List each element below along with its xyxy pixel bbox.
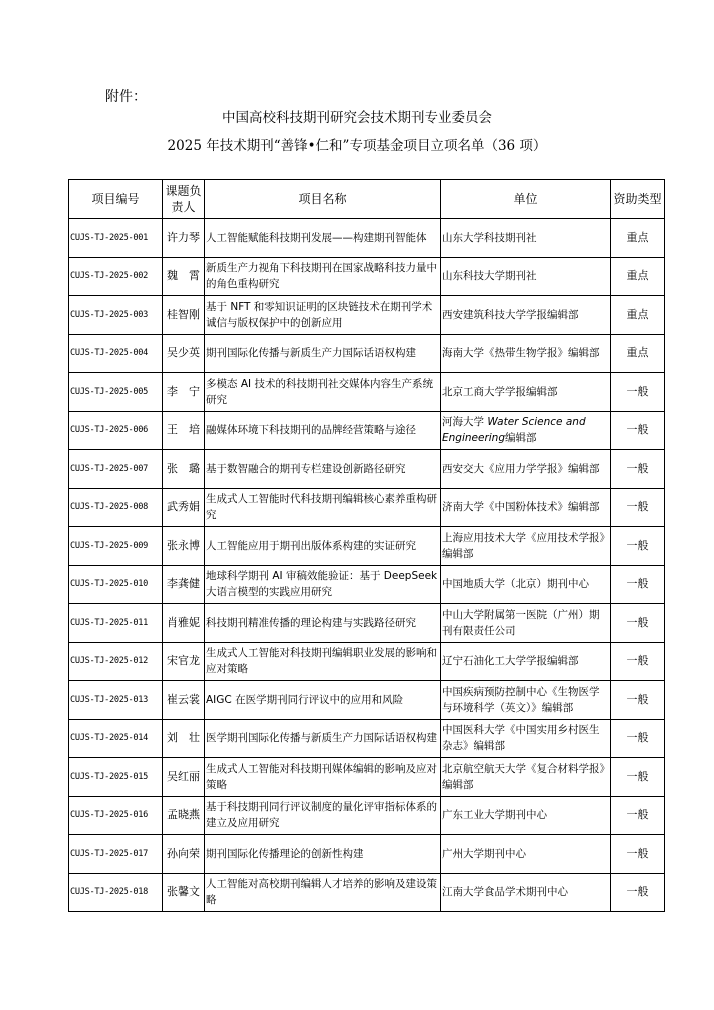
table-row	[69, 565, 665, 604]
funding-type: 一般	[611, 604, 665, 643]
project-title: 基于 NFT 和零知识证明的区块链技术在期刊学术诚信与版权保护中的创新应用	[205, 296, 441, 335]
project-code: CUJS-TJ-2025-001	[69, 219, 163, 258]
project-leader: 崔云裳	[163, 681, 205, 720]
project-leader: 魏 霄	[163, 257, 205, 296]
project-leader: 吴红丽	[163, 758, 205, 797]
project-code: CUJS-TJ-2025-011	[69, 604, 163, 643]
table-row	[69, 373, 665, 412]
unit-prefix: 河海大学	[442, 416, 488, 429]
project-title: 新质生产力视角下科技期刊在国家战略科技力量中的角色重构研究	[205, 257, 441, 296]
project-title: 人工智能赋能科技期刊发展——构建期刊智能体	[205, 219, 441, 258]
project-unit: 广东工业大学期刊中心	[441, 796, 611, 835]
project-unit: 北京航空航天大学《复合材料学报》编辑部	[441, 758, 611, 797]
project-leader: 王 培	[163, 411, 205, 450]
funding-type: 一般	[611, 719, 665, 758]
project-leader: 刘 壮	[163, 719, 205, 758]
project-unit: 西安建筑科技大学学报编辑部	[441, 296, 611, 335]
funding-type: 一般	[611, 450, 665, 489]
funding-type: 一般	[611, 642, 665, 681]
funding-type: 一般	[611, 758, 665, 797]
project-unit: 中国医科大学《中国实用乡村医生杂志》编辑部	[441, 719, 611, 758]
project-unit: 济南大学《中国粉体技术》编辑部	[441, 488, 611, 527]
funding-type: 一般	[611, 527, 665, 566]
project-unit: 辽宁石油化工大学学报编辑部	[441, 642, 611, 681]
project-code: CUJS-TJ-2025-008	[69, 488, 163, 527]
funding-type: 一般	[611, 373, 665, 412]
table-row	[69, 527, 665, 566]
header-type: 资助类型	[611, 180, 665, 219]
project-leader: 张馨文	[163, 873, 205, 912]
project-code: CUJS-TJ-2025-018	[69, 873, 163, 912]
journal-name: Water Science and Engineering	[442, 416, 586, 445]
project-unit: 山东大学科技期刊社	[441, 219, 611, 258]
table-row	[69, 796, 665, 835]
table-row	[69, 450, 665, 489]
funding-type: 一般	[611, 488, 665, 527]
project-title: 人工智能应用于期刊出版体系构建的实证研究	[205, 527, 441, 566]
project-leader: 桂智刚	[163, 296, 205, 335]
project-title: AIGC 在医学期刊同行评议中的应用和风险	[205, 681, 441, 720]
project-title: 地球科学期刊 AI 审稿效能验证：基于 DeepSeek 大语言模型的实践应用研究	[205, 565, 441, 604]
project-leader: 孙向荣	[163, 835, 205, 874]
project-leader: 李 宁	[163, 373, 205, 412]
project-title: 医学期刊国际化传播与新质生产力国际话语权构建	[205, 719, 441, 758]
table-row	[69, 604, 665, 643]
project-code: CUJS-TJ-2025-004	[69, 334, 163, 373]
project-title: 科技期刊精准传播的理论构建与实践路径研究	[205, 604, 441, 643]
table-row	[69, 873, 665, 912]
table-row	[69, 719, 665, 758]
project-unit: 广州大学期刊中心	[441, 835, 611, 874]
project-unit: 海南大学《热带生物学报》编辑部	[441, 334, 611, 373]
project-title: 生成式人工智能对科技期刊媒体编辑的影响及应对策略	[205, 758, 441, 797]
table-row	[69, 681, 665, 720]
project-code: CUJS-TJ-2025-005	[69, 373, 163, 412]
header-unit: 单位	[441, 180, 611, 219]
table-row	[69, 642, 665, 681]
project-title: 基于科技期刊同行评议制度的量化评审指标体系的建立及应用研究	[205, 796, 441, 835]
table-row	[69, 334, 665, 373]
project-title: 基于数智融合的期刊专栏建设创新路径研究	[205, 450, 441, 489]
project-list-table	[68, 179, 665, 912]
project-code: CUJS-TJ-2025-003	[69, 296, 163, 335]
funding-type: 一般	[611, 796, 665, 835]
project-title: 多模态 AI 技术的科技期刊社交媒体内容生产系统研究	[205, 373, 441, 412]
header-code: 项目编号	[69, 180, 163, 219]
project-leader: 宋官龙	[163, 642, 205, 681]
project-title: 生成式人工智能时代科技期刊编辑核心素养重构研究	[205, 488, 441, 527]
funding-type: 重点	[611, 334, 665, 373]
project-unit: 中山大学附属第一医院（广州）期刊有限责任公司	[441, 604, 611, 643]
table-row	[69, 296, 665, 335]
funding-type: 重点	[611, 219, 665, 258]
table-row	[69, 257, 665, 296]
project-title: 期刊国际化传播理论的创新性构建	[205, 835, 441, 874]
document-title: 中国高校科技期刊研究会技术期刊专业委员会	[222, 110, 492, 126]
project-code: CUJS-TJ-2025-016	[69, 796, 163, 835]
project-code: CUJS-TJ-2025-009	[69, 527, 163, 566]
project-unit: 中国疾病预防控制中心《生物医学与环境科学（英文）》编辑部	[441, 681, 611, 720]
project-title: 期刊国际化传播与新质生产力国际话语权构建	[205, 334, 441, 373]
project-code: CUJS-TJ-2025-002	[69, 257, 163, 296]
table-row	[69, 411, 665, 450]
funding-type: 一般	[611, 411, 665, 450]
funding-type: 一般	[611, 681, 665, 720]
project-leader: 张永博	[163, 527, 205, 566]
project-code: CUJS-TJ-2025-006	[69, 411, 163, 450]
project-unit: 江南大学食品学术期刊中心	[441, 873, 611, 912]
table-row	[69, 758, 665, 797]
project-leader: 许力琴	[163, 219, 205, 258]
project-leader: 李龚健	[163, 565, 205, 604]
table-row	[69, 835, 665, 874]
project-code: CUJS-TJ-2025-007	[69, 450, 163, 489]
project-title: 融媒体环境下科技期刊的品牌经营策略与途径	[205, 411, 441, 450]
project-code: CUJS-TJ-2025-010	[69, 565, 163, 604]
attachment-label: 附件：	[105, 89, 147, 105]
project-unit: 山东科技大学期刊社	[441, 257, 611, 296]
project-code: CUJS-TJ-2025-015	[69, 758, 163, 797]
project-title: 人工智能对高校期刊编辑人才培养的影响及建设策略	[205, 873, 441, 912]
funding-type: 一般	[611, 565, 665, 604]
funding-type: 一般	[611, 835, 665, 874]
project-unit: 西安交大《应用力学学报》编辑部	[441, 450, 611, 489]
funding-type: 重点	[611, 257, 665, 296]
project-unit: 上海应用技术大学《应用技术学报》编辑部	[441, 527, 611, 566]
header-name: 项目名称	[205, 180, 441, 219]
funding-type: 一般	[611, 873, 665, 912]
project-leader: 孟晓燕	[163, 796, 205, 835]
project-code: CUJS-TJ-2025-012	[69, 642, 163, 681]
project-unit	[441, 411, 611, 450]
project-leader: 武秀娟	[163, 488, 205, 527]
table-header-row	[69, 180, 665, 219]
project-leader: 肖雅妮	[163, 604, 205, 643]
table-row	[69, 219, 665, 258]
project-leader: 张 璐	[163, 450, 205, 489]
document-subtitle: 2025 年技术期刊“善锋•仁和”专项基金项目立项名单（36 项）	[167, 138, 547, 154]
project-unit: 北京工商大学学报编辑部	[441, 373, 611, 412]
unit-suffix: 编辑部	[505, 432, 537, 445]
table-row	[69, 488, 665, 527]
project-leader: 吴少英	[163, 334, 205, 373]
project-code: CUJS-TJ-2025-013	[69, 681, 163, 720]
funding-type: 重点	[611, 296, 665, 335]
project-code: CUJS-TJ-2025-014	[69, 719, 163, 758]
project-code: CUJS-TJ-2025-017	[69, 835, 163, 874]
project-unit: 中国地质大学（北京）期刊中心	[441, 565, 611, 604]
header-person: 课题负责人	[163, 180, 205, 219]
project-title: 生成式人工智能对科技期刊编辑职业发展的影响和应对策略	[205, 642, 441, 681]
